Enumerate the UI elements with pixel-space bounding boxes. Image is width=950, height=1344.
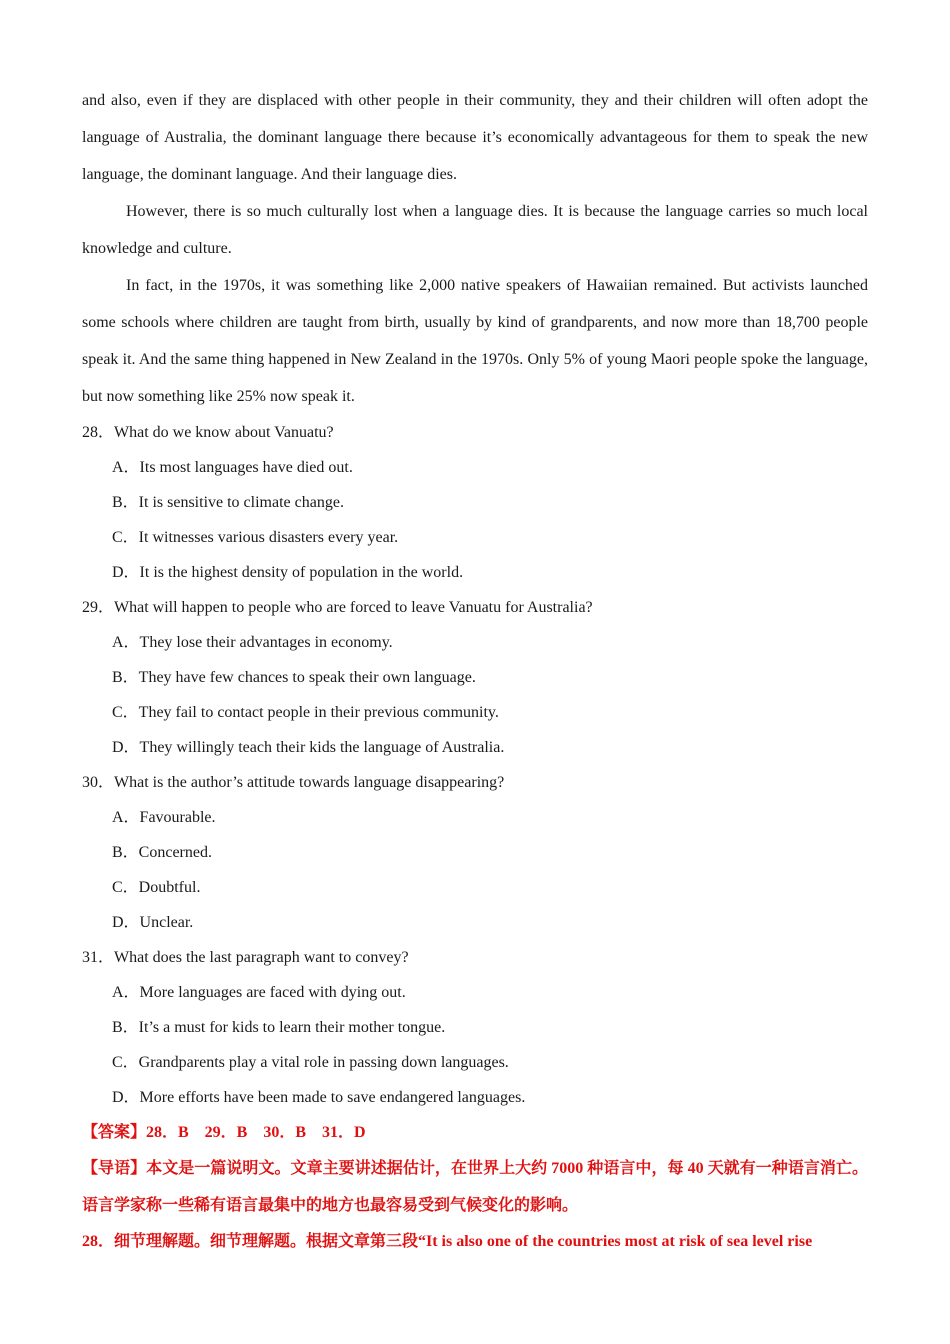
option-d: D．Unclear. bbox=[112, 914, 194, 931]
option-a: A．Favourable. bbox=[112, 809, 216, 826]
question-28 bbox=[82, 415, 868, 590]
option-a: A．Its most languages have died out. bbox=[112, 459, 353, 476]
question-stem: 31．What does the last paragraph want to convey? bbox=[82, 949, 409, 966]
passage-paragraph-1: and also, even if they are displaced with other people in their community, they and their children will often adopt the language of Australia, the dominant language there because it’s economically advantageous for them to speak the new language, the dominant language. And their language dies. bbox=[82, 92, 868, 183]
option-b: B．They have few chances to speak their own language. bbox=[112, 669, 476, 686]
option-c: C．They fail to contact people in their previous community. bbox=[112, 704, 499, 721]
option-c: C．It witnesses various disasters every year. bbox=[112, 529, 399, 546]
analysis-28: 28．细节理解题。细节理解题。根据文章第三段“It is also one of the countries most at risk of sea level rise bbox=[82, 1233, 813, 1250]
option-c: C．Grandparents play a vital role in passing down languages. bbox=[112, 1054, 509, 1071]
option-b: B．It is sensitive to climate change. bbox=[112, 494, 344, 511]
question-30 bbox=[82, 765, 868, 940]
question-stem: 28．What do we know about Vanuatu? bbox=[82, 424, 334, 441]
document-page bbox=[82, 82, 868, 1259]
question-stem: 30．What is the author’s attitude towards language disappearing? bbox=[82, 774, 505, 791]
option-d: D．They willingly teach their kids the language of Australia. bbox=[112, 739, 505, 756]
option-d: D．It is the highest density of population in the world. bbox=[112, 564, 464, 581]
option-b: B．It’s a must for kids to learn their mother tongue. bbox=[112, 1019, 446, 1036]
passage-paragraph-3: In fact, in the 1970s, it was something like 2,000 native speakers of Hawaiian remained. But activists launched some schools where children are taught from birth, usually by kind of grandparents, and now more than 18,700 people speak it. And the same thing happened in New Zealand in the 1970s. Only 5% of young Maori people spoke the language, but now something like 25% now speak it. bbox=[82, 277, 868, 405]
option-d: D．More efforts have been made to save endangered languages. bbox=[112, 1089, 526, 1106]
option-b: B．Concerned. bbox=[112, 844, 212, 861]
option-a: A．More languages are faced with dying out. bbox=[112, 984, 406, 1001]
answer-key: 【答案】28．B 29．B 30．B 31．D bbox=[82, 1124, 366, 1141]
passage-intro: 【导语】本文是一篇说明文。文章主要讲述据估计，在世界上大约 7000 种语言中，每 40 天就有一种语言消亡。语言学家称一些稀有语言最集中的地方也最容易受到气候变化的影响。 bbox=[82, 1160, 868, 1214]
question-29 bbox=[82, 590, 868, 765]
passage-paragraph-2: However, there is so much culturally lost when a language dies. It is because the language carries so much local knowledge and culture. bbox=[82, 203, 868, 257]
question-31 bbox=[82, 940, 868, 1115]
option-a: A．They lose their advantages in economy. bbox=[112, 634, 393, 651]
option-c: C．Doubtful. bbox=[112, 879, 201, 896]
question-stem: 29．What will happen to people who are forced to leave Vanuatu for Australia? bbox=[82, 599, 593, 616]
